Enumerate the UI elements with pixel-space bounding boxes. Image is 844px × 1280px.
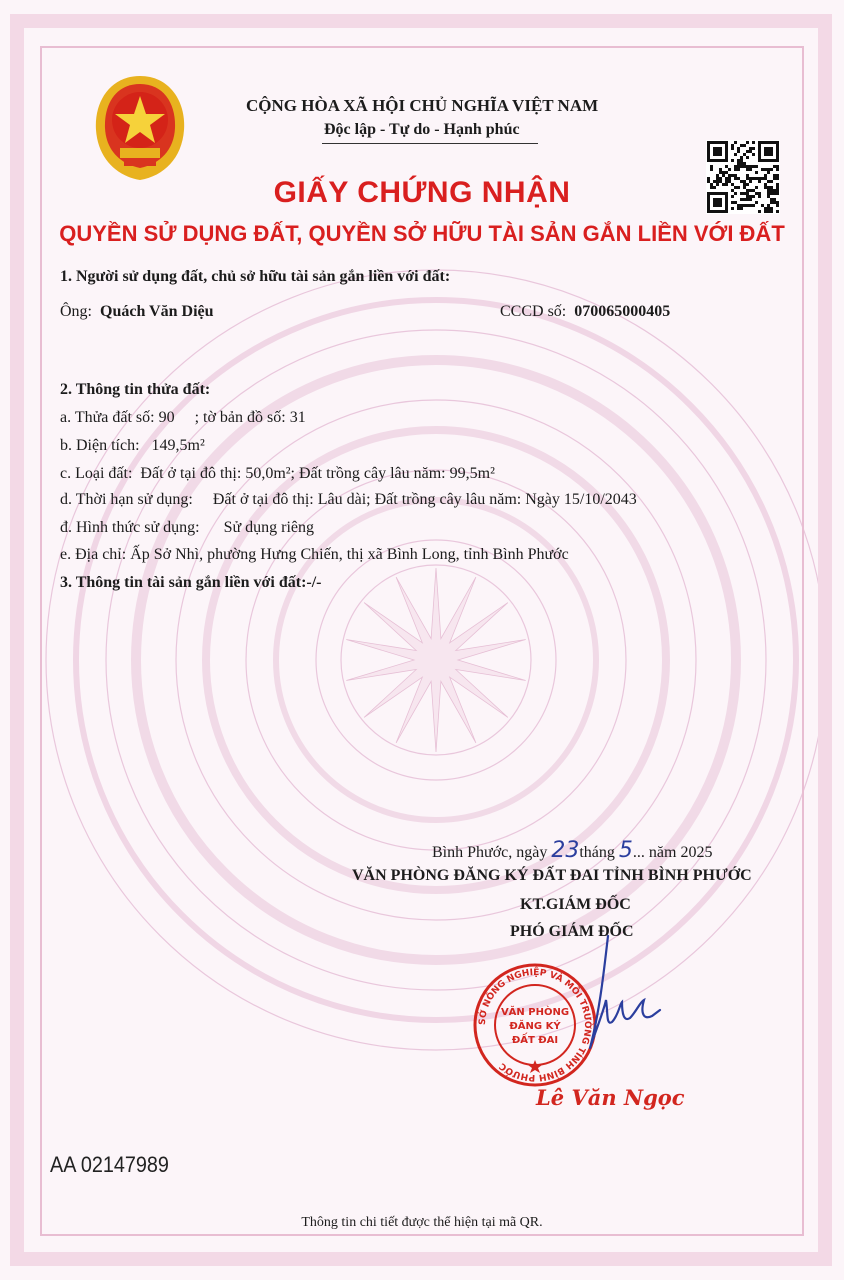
- owner-name: Quách Văn Diệu: [100, 303, 214, 320]
- section3-heading: 3. Thông tin tài sản gắn liền với đất:-/-: [60, 574, 322, 591]
- motto-underline: [322, 143, 538, 144]
- on-behalf-label: KT.GIÁM ĐỐC: [520, 896, 631, 913]
- stamp-line-2: ĐĂNG KÝ: [509, 1021, 561, 1032]
- issue-day: 23: [551, 838, 580, 863]
- serial-number: AA 02147989: [50, 1152, 169, 1177]
- month-label: tháng: [579, 844, 615, 861]
- id-label: CCCD số:: [500, 303, 567, 320]
- term-row: [60, 491, 637, 509]
- parcel-number: 90: [158, 409, 175, 426]
- address-value: Ấp Sở Nhì, phường Hưng Chiến, thị xã Bình Long, tỉnh Bình Phước: [130, 546, 569, 563]
- country-name: CỘNG HÒA XÃ HỘI CHỦ NGHĨA VIỆT NAM: [246, 96, 599, 115]
- stamp-line-3: ĐẤT ĐAI: [511, 1035, 559, 1046]
- parcel-label: a. Thửa đất số:: [60, 409, 155, 426]
- land-type-label: c. Loại đất:: [60, 465, 133, 482]
- usage-form-row: [60, 519, 314, 537]
- signer-position: PHÓ GIÁM ĐỐC: [510, 923, 634, 940]
- usage-form-label: đ. Hình thức sử dụng:: [60, 519, 200, 536]
- national-motto: Độc lập - Tự do - Hạnh phúc: [324, 121, 520, 138]
- area-row: [60, 437, 205, 455]
- issue-month: 5: [618, 838, 633, 863]
- land-type-value: Đất ở tại đô thị: 50,0m²; Đất trồng cây lâu năm: 99,5m²: [140, 465, 495, 482]
- land-type-row: [60, 465, 495, 483]
- issue-place: Bình Phước, ngày: [432, 844, 548, 861]
- section2-heading: 2. Thông tin thửa đất:: [60, 381, 211, 398]
- map-number: 31: [289, 409, 306, 426]
- stamp-ring-text: SỞ NÔNG NGHIỆP VÀ MÔI TRƯỜNG TỈNH BÌNH PHƯỚC: [477, 967, 593, 1083]
- owner-row: [60, 303, 214, 321]
- term-value: Đất ở tại đô thị: Lâu dài; Đất trồng cây lâu năm: Ngày 15/10/2043: [212, 491, 637, 508]
- area-value: 149,5m²: [151, 437, 205, 454]
- usage-form-value: Sử dụng riêng: [223, 519, 315, 536]
- certificate-subtitle: QUYỀN SỬ DỤNG ĐẤT, QUYỀN SỞ HỮU TÀI SẢN GẮN LIỀN VỚI ĐẤT: [59, 221, 785, 246]
- issuing-office: VĂN PHÒNG ĐĂNG KÝ ĐẤT ĐAI TỈNH BÌNH PHƯỚC: [352, 867, 752, 884]
- map-label: ; tờ bản đồ số:: [194, 409, 286, 426]
- section1-heading: 1. Người sử dụng đất, chủ sở hữu tài sản gắn liền với đất:: [60, 268, 451, 285]
- certificate-title: GIẤY CHỨNG NHẬN: [273, 176, 571, 209]
- signature-mark-icon: [560, 930, 670, 1060]
- id-row: [500, 303, 670, 321]
- signer-name: Lê Văn Ngọc: [536, 1085, 685, 1110]
- area-label: b. Diện tích:: [60, 437, 140, 454]
- address-row: [60, 546, 569, 564]
- issue-date: [432, 838, 712, 863]
- owner-label: Ông:: [60, 303, 92, 320]
- term-label: d. Thời hạn sử dụng:: [60, 491, 193, 508]
- id-number: 070065000405: [574, 303, 671, 320]
- parcel-row: [60, 409, 306, 427]
- national-emblem-icon: [92, 72, 188, 184]
- address-label: e. Địa chỉ:: [60, 546, 127, 563]
- year-label: ... năm 2025: [632, 844, 713, 861]
- qr-footer-note: Thông tin chi tiết được thể hiện tại mã QR.: [301, 1215, 543, 1230]
- stamp-line-1: VĂN PHÒNG: [500, 1007, 570, 1018]
